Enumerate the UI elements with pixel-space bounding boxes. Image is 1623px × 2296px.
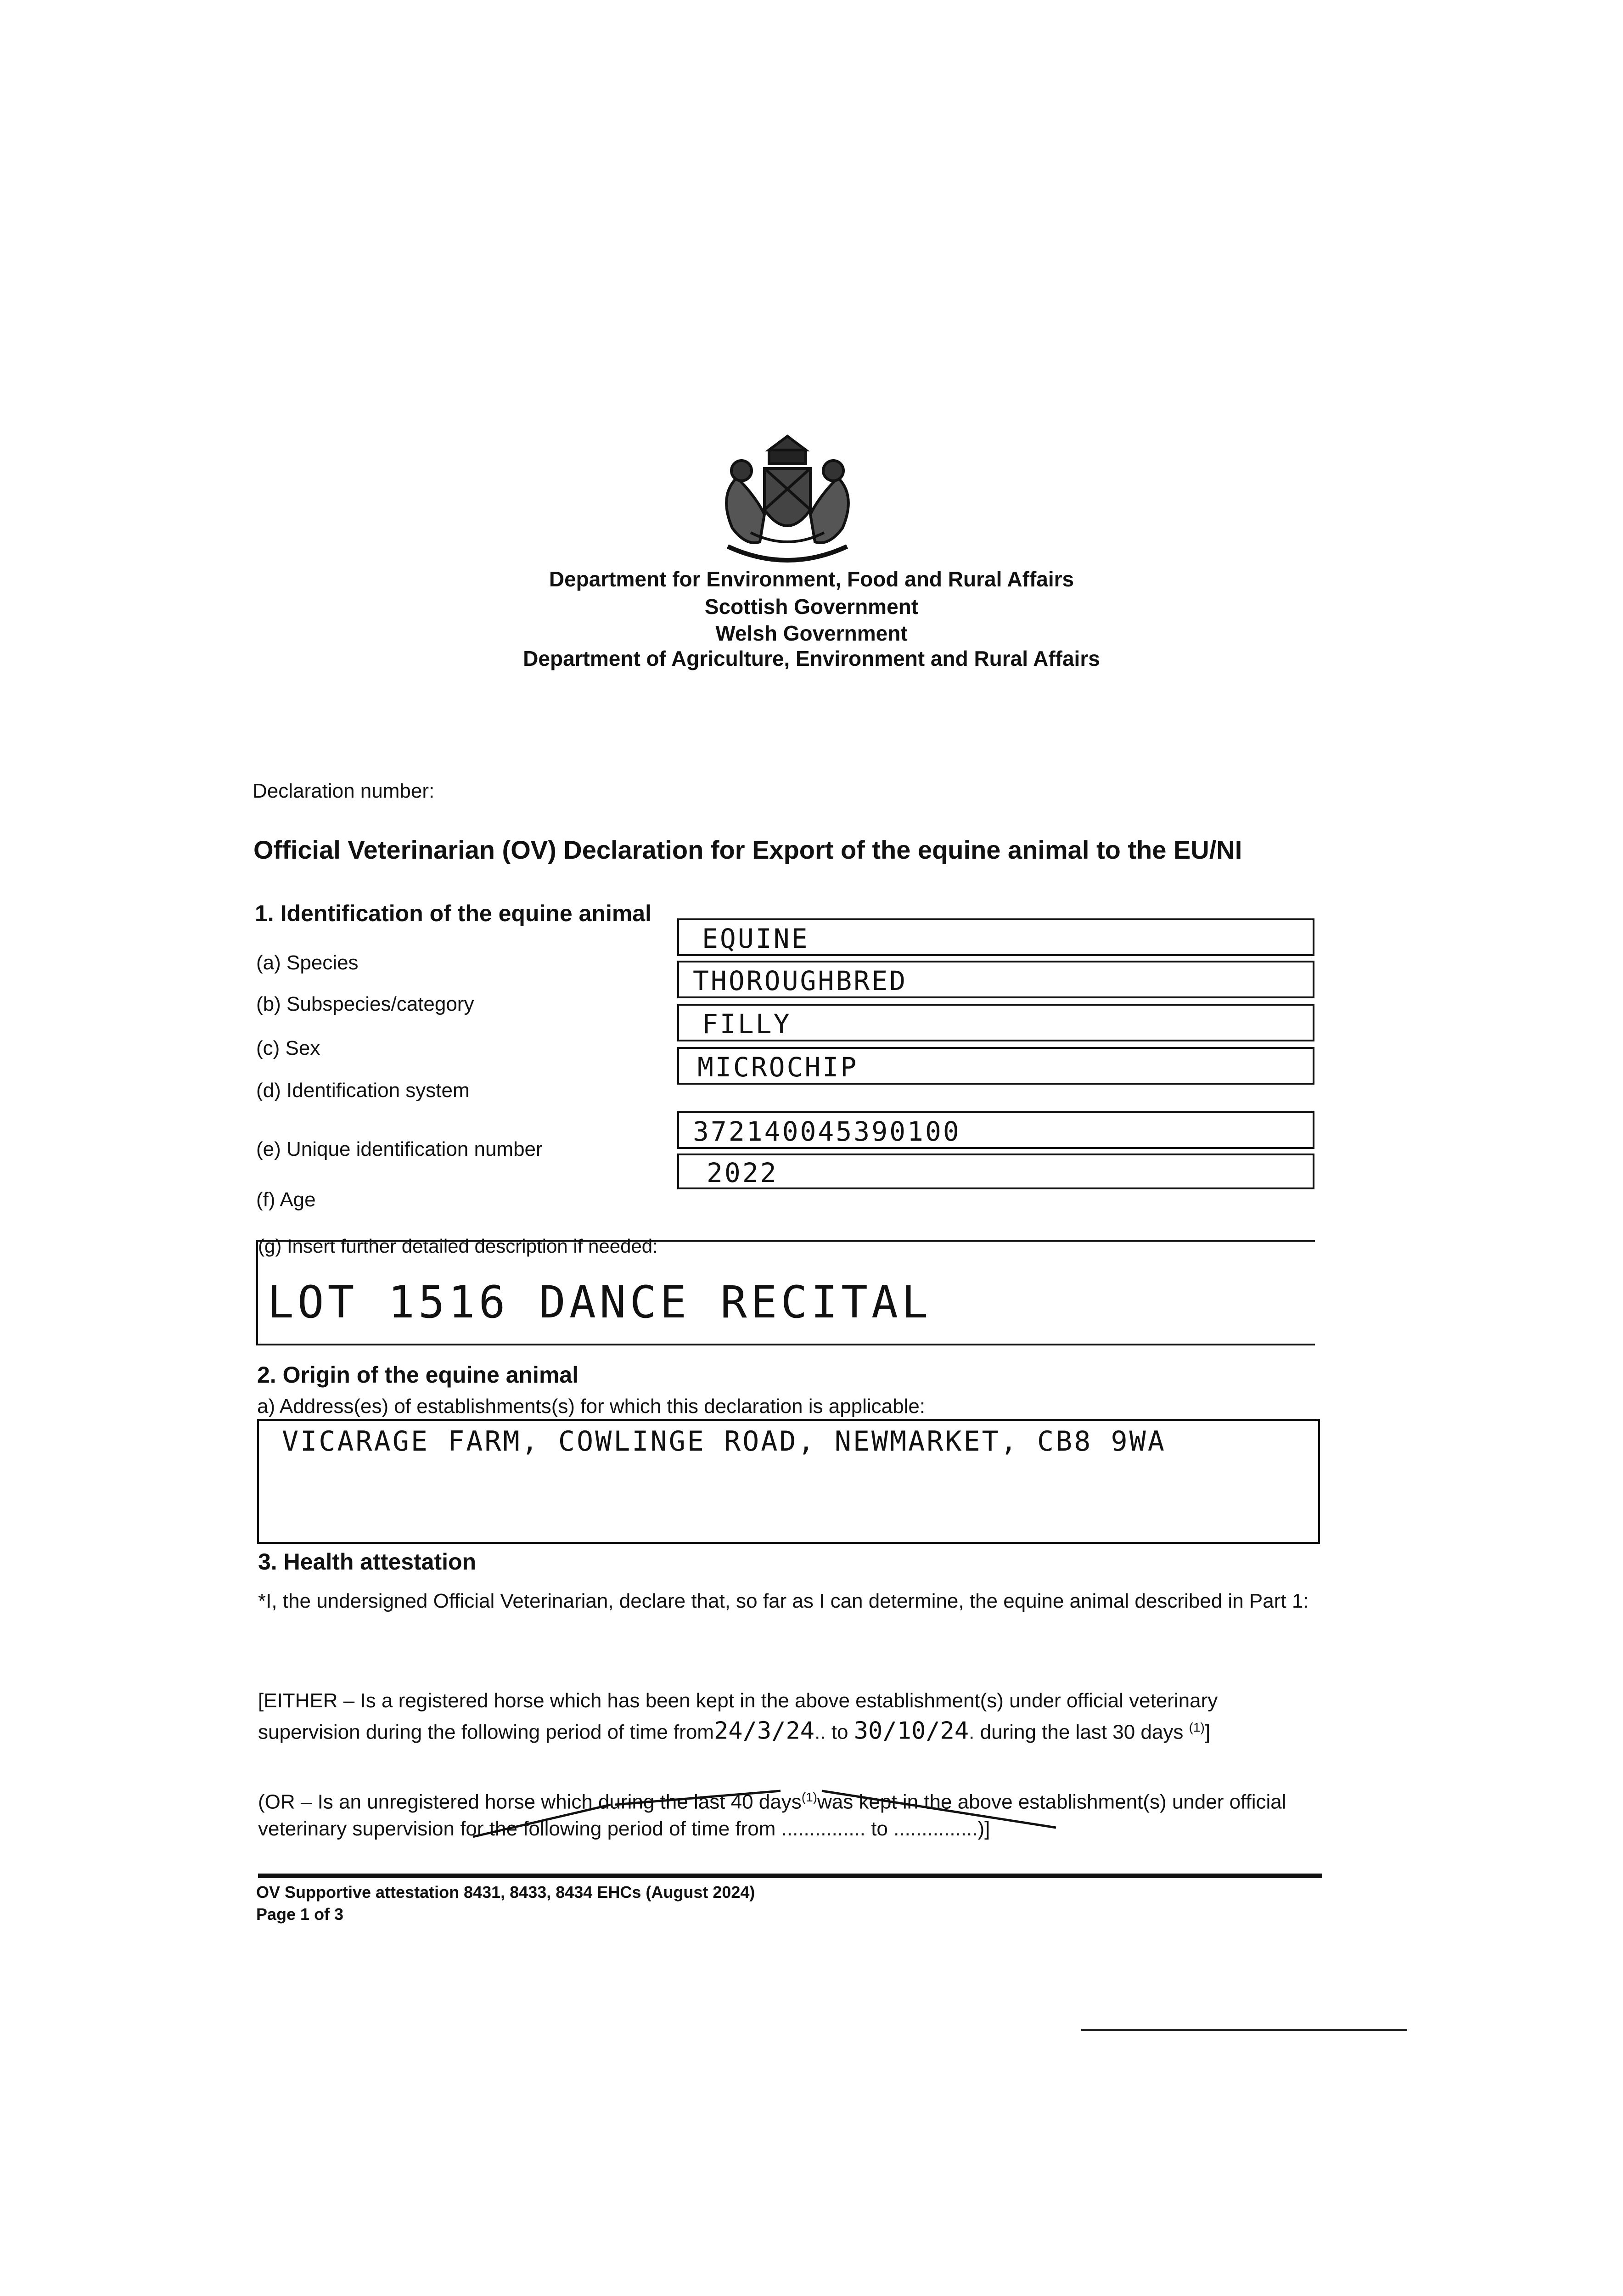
age-label: (f) Age: [256, 1188, 316, 1211]
scan-line: [1081, 2029, 1407, 2031]
address-box: [257, 1419, 1320, 1544]
subspecies-label: (b) Subspecies/category: [256, 993, 474, 1015]
form-title: Official Veterinarian (OV) Declaration for Export of the equine animal to the EU/NI: [253, 835, 1242, 864]
either-text: [EITHER – Is a registered horse which has been kept in the above establishment(s) under official veterinary supervision during the following period of time from: [258, 1689, 1218, 1744]
description-value: LOT 1516 DANCE RECITAL: [267, 1277, 932, 1328]
uid-label: (e) Unique identification number: [256, 1138, 543, 1160]
sex-label: (c) Sex: [256, 1037, 320, 1059]
uid-value: 372140045390100: [693, 1116, 961, 1147]
identification-system-value: MICROCHIP: [697, 1052, 859, 1083]
section-2-heading: 2. Origin of the equine animal: [257, 1362, 579, 1388]
footer-divider: [258, 1874, 1322, 1878]
section-3-heading: 3. Health attestation: [258, 1549, 477, 1575]
either-statement: [258, 1688, 1319, 1746]
uid-field: [677, 1111, 1314, 1149]
sex-field: [677, 1004, 1314, 1041]
royal-coat-of-arms-logo: [709, 427, 865, 565]
department-scottish-government: Scottish Government: [704, 595, 919, 619]
either-end: ]: [1204, 1721, 1211, 1744]
description-box: [256, 1240, 1315, 1345]
or-strikethrough: [459, 1777, 1102, 1851]
address-value: VICARAGE FARM, COWLINGE ROAD, NEWMARKET, CB8 9WA: [282, 1425, 1166, 1458]
either-to-date: 30/10/24: [854, 1717, 969, 1745]
description-label: (g) Insert further detailed description if needed:: [258, 1235, 658, 1257]
declaration-number-label: Declaration number:: [253, 780, 435, 802]
footer-page-number: Page 1 of 3: [256, 1905, 344, 1924]
section-1-heading: 1. Identification of the equine animal: [255, 900, 651, 926]
identification-system-label: (d) Identification system: [256, 1079, 470, 1102]
species-field: [677, 918, 1314, 956]
footer-attestation: OV Supportive attestation 8431, 8433, 8434 EHCs (August 2024): [256, 1883, 755, 1902]
either-to-word: .. to: [814, 1721, 848, 1744]
or-text: (OR – Is an unregistered horse which during the last 40 days: [258, 1790, 802, 1813]
species-value: EQUINE: [702, 923, 809, 954]
or-text-2: was kept in the above establishment(s) under official veterinary supervision for the following period of time from ............... to ...............)]: [258, 1790, 1286, 1840]
age-field: [677, 1154, 1314, 1189]
subspecies-value: THOROUGHBRED: [693, 965, 908, 996]
either-from-date: 24/3/24: [713, 1717, 815, 1745]
health-intro: *I, the undersigned Official Veterinarian, declare that, so far as I can determine, the equine animal described in Part 1:: [258, 1590, 1309, 1612]
species-label: (a) Species: [256, 951, 359, 974]
identification-system-field: [677, 1047, 1314, 1085]
or-footnote: (1): [801, 1790, 817, 1804]
department-defra: Department for Environment, Food and Rural Affairs: [549, 567, 1074, 591]
department-daera: Department of Agriculture, Environment and Rural Affairs: [523, 647, 1100, 670]
either-text-2: . during the last 30 days: [969, 1721, 1184, 1744]
age-value: 2022: [707, 1157, 778, 1188]
department-welsh-government: Welsh Government: [715, 621, 908, 645]
subspecies-field: [677, 961, 1314, 998]
address-label: a) Address(es) of establishments(s) for which this declaration is applicable:: [257, 1395, 926, 1418]
sex-value: FILLY: [702, 1008, 792, 1040]
either-footnote: (1): [1189, 1720, 1205, 1734]
